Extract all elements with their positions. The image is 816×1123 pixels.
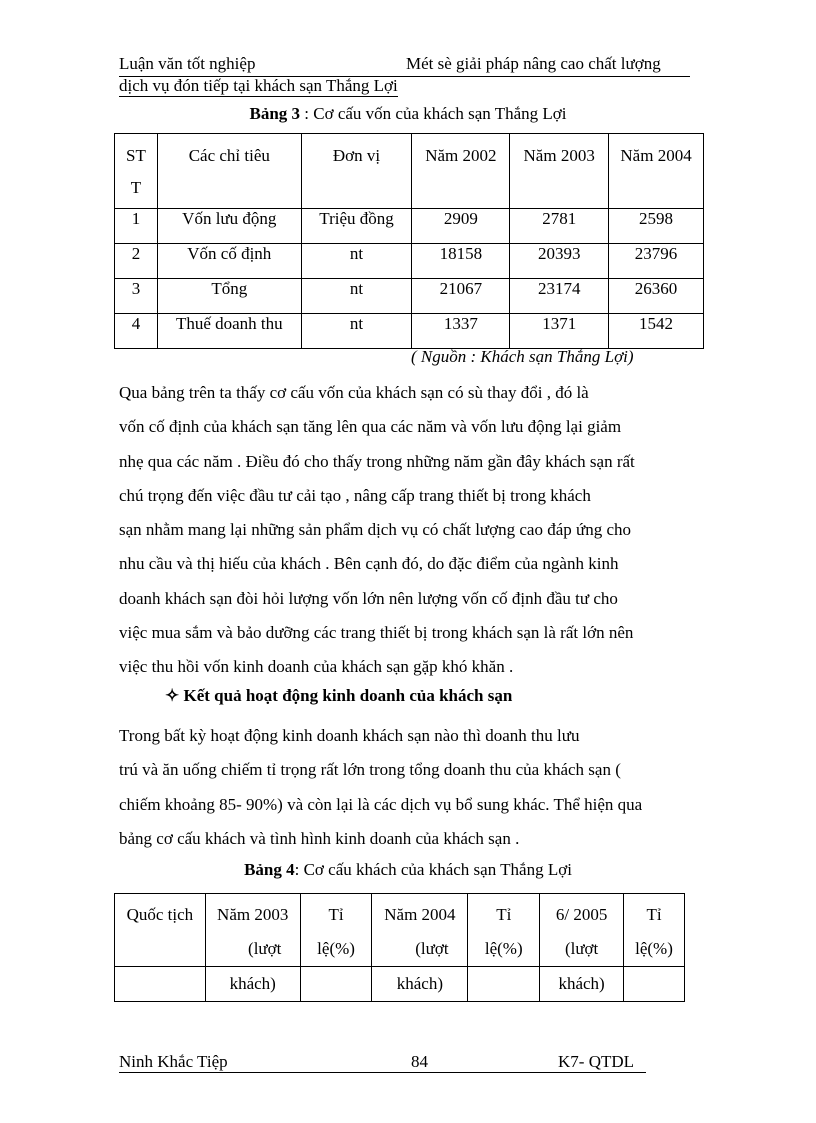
table4-caption-label: Bảng 4 — [244, 860, 295, 879]
table-cell: 2598 — [609, 209, 704, 244]
table-cell: 1337 — [412, 314, 510, 349]
header-continuation-cell: khách) — [540, 967, 624, 1002]
table-cell: 1371 — [510, 314, 609, 349]
header-line: (lượt — [248, 939, 282, 958]
table3-caption — [0, 104, 816, 124]
paragraph-line: việc mua sắm và bảo dưỡng các trang thiết bị trong khách sạn là rất lớn nên — [119, 623, 634, 643]
table-header-row — [115, 134, 704, 209]
table-cell: Tổng — [157, 279, 301, 314]
table-row — [115, 279, 704, 314]
table-cell: 26360 — [609, 279, 704, 314]
header-second-line: dịch vụ đón tiếp tại khách sạn Thắng Lợi — [119, 76, 398, 95]
header-cell-nationality: Quốc tịch — [115, 894, 206, 967]
table-cell: 23174 — [510, 279, 609, 314]
table-cell: 23796 — [609, 244, 704, 279]
header-continuation-cell: khách) — [372, 967, 468, 1002]
header-cell-2005-guests — [540, 894, 624, 967]
paragraph-line: chú trọng đến việc đầu tư cải tạo , nâng cấp trang thiết bị trong khách — [119, 485, 591, 505]
running-header — [119, 54, 690, 77]
header-line: Năm 2004 — [384, 905, 456, 924]
table-cell: nt — [301, 244, 412, 279]
header-cell-2004-guests — [372, 894, 468, 967]
capital-structure-table — [114, 133, 704, 349]
header-line: Năm 2003 — [217, 905, 289, 924]
table3-source-note: ( Nguồn : Khách sạn Thắng Lợi) — [411, 347, 634, 366]
header-line: Tỉ — [646, 905, 662, 924]
table-cell: Triệu đồng — [301, 209, 412, 244]
table-cell: nt — [301, 279, 412, 314]
page-footer — [119, 1052, 646, 1073]
header-line: lệ(%) — [635, 939, 673, 958]
table-cell — [115, 967, 206, 1002]
table-cell: 1 — [115, 209, 158, 244]
header-cell-2003: Năm 2003 — [510, 134, 609, 209]
header-cell-stt: ST T — [115, 134, 158, 209]
table4-caption — [0, 860, 816, 880]
header-line: (lượt — [564, 939, 599, 958]
header-cell-unit: Đơn vị — [301, 134, 412, 209]
table-cell: Thuế doanh thu — [157, 314, 301, 349]
table3-caption-label: Bảng 3 — [249, 104, 301, 123]
header-line: (lượt — [415, 939, 449, 958]
guest-structure-table — [114, 893, 685, 1002]
table-cell: 4 — [115, 314, 158, 349]
sparkle-bullet-icon: ✧ — [165, 686, 180, 705]
table-cell: nt — [301, 314, 412, 349]
paragraph-line: nhu cầu và thị hiếu của khách . Bên cạnh đó, do đặc điểm của ngành kinh — [119, 554, 619, 574]
table-row — [115, 209, 704, 244]
header-line: lệ(%) — [484, 939, 523, 958]
header-cell-2002: Năm 2002 — [412, 134, 510, 209]
paragraph-line: việc thu hồi vốn kinh doanh của khách sạn gặp khó khăn . — [119, 657, 514, 677]
paragraph-capital-analysis — [119, 376, 709, 685]
table-cell: 21067 — [412, 279, 510, 314]
header-cell-2003-guests — [205, 894, 300, 967]
table-row — [115, 314, 704, 349]
header-right-text: Mét sè giải pháp nâng cao chất lượng — [406, 54, 661, 73]
table-cell: 1542 — [609, 314, 704, 349]
table3-caption-text: : Cơ cấu vốn của khách sạn Thắng Lợi — [300, 104, 567, 123]
paragraph-line: Trong bất kỳ hoạt động kinh doanh khách sạn nào thì doanh thu lưu — [119, 726, 580, 745]
table-row — [115, 967, 685, 1002]
header-line: Tỉ — [328, 905, 344, 924]
paragraph-line: chiếm khoảng 85- 90%) và còn lại là các dịch vụ bổ sung khác. Thể hiện qua — [119, 794, 643, 814]
header-cell-2004-ratio — [468, 894, 540, 967]
table-cell — [624, 967, 685, 1002]
paragraph-line: sạn nhằm mang lại những sản phẩm dịch vụ có chất lượng cao đáp ứng cho — [119, 520, 632, 540]
paragraph-line: doanh khách sạn đòi hỏi lượng vốn lớn nên lượng vốn cố định đầu tư cho — [119, 588, 618, 608]
header-line: 6/ 2005 — [555, 905, 608, 924]
header-cell-2003-ratio — [300, 894, 372, 967]
table-cell — [300, 967, 372, 1002]
page-number: 84 — [411, 1052, 428, 1071]
table-cell: 2781 — [510, 209, 609, 244]
header-cell-2005-ratio — [624, 894, 685, 967]
paragraph-line: vốn cố định của khách sạn tăng lên qua các năm và vốn lưu động lại giảm — [119, 417, 622, 437]
table4-caption-text: : Cơ cấu khách của khách sạn Thắng Lợi — [294, 860, 572, 879]
table-cell — [468, 967, 540, 1002]
paragraph-line: Qua bảng trên ta thấy cơ cấu vốn của khách sạn có sù thay đổi , đó là — [119, 383, 589, 402]
table-cell: 18158 — [412, 244, 510, 279]
table-cell: Vốn lưu động — [157, 209, 301, 244]
header-cell-2004: Năm 2004 — [609, 134, 704, 209]
table-cell: 2909 — [412, 209, 510, 244]
footer-author: Ninh Khắc Tiệp — [119, 1052, 228, 1071]
header-cell-indicator: Các chỉ tiêu — [157, 134, 301, 209]
paragraph-line: trú và ăn uống chiếm tỉ trọng rất lớn trong tổng doanh thu của khách sạn ( — [119, 760, 621, 780]
table-cell: Vốn cố định — [157, 244, 301, 279]
header-left-text: Luận văn tốt nghiệp — [119, 54, 256, 73]
header-continuation-cell: khách) — [205, 967, 300, 1002]
paragraph-business-results — [119, 719, 709, 856]
footer-class: K7- QTDL — [558, 1052, 635, 1071]
paragraph-line: nhẹ qua các năm . Điều đó cho thấy trong những năm gần đây khách sạn rất — [119, 451, 635, 471]
header-line: Tỉ — [496, 905, 512, 924]
table-cell: 20393 — [510, 244, 609, 279]
header-line: lệ(%) — [317, 939, 355, 958]
section-heading — [165, 686, 512, 706]
paragraph-line: bảng cơ cấu khách và tình hình kinh doanh của khách sạn . — [119, 828, 520, 848]
table-header-row — [115, 894, 685, 967]
table-cell: 2 — [115, 244, 158, 279]
table-row — [115, 244, 704, 279]
table-cell: 3 — [115, 279, 158, 314]
section-heading-text: Kết quả hoạt động kinh doanh của khách sạn — [183, 686, 513, 705]
